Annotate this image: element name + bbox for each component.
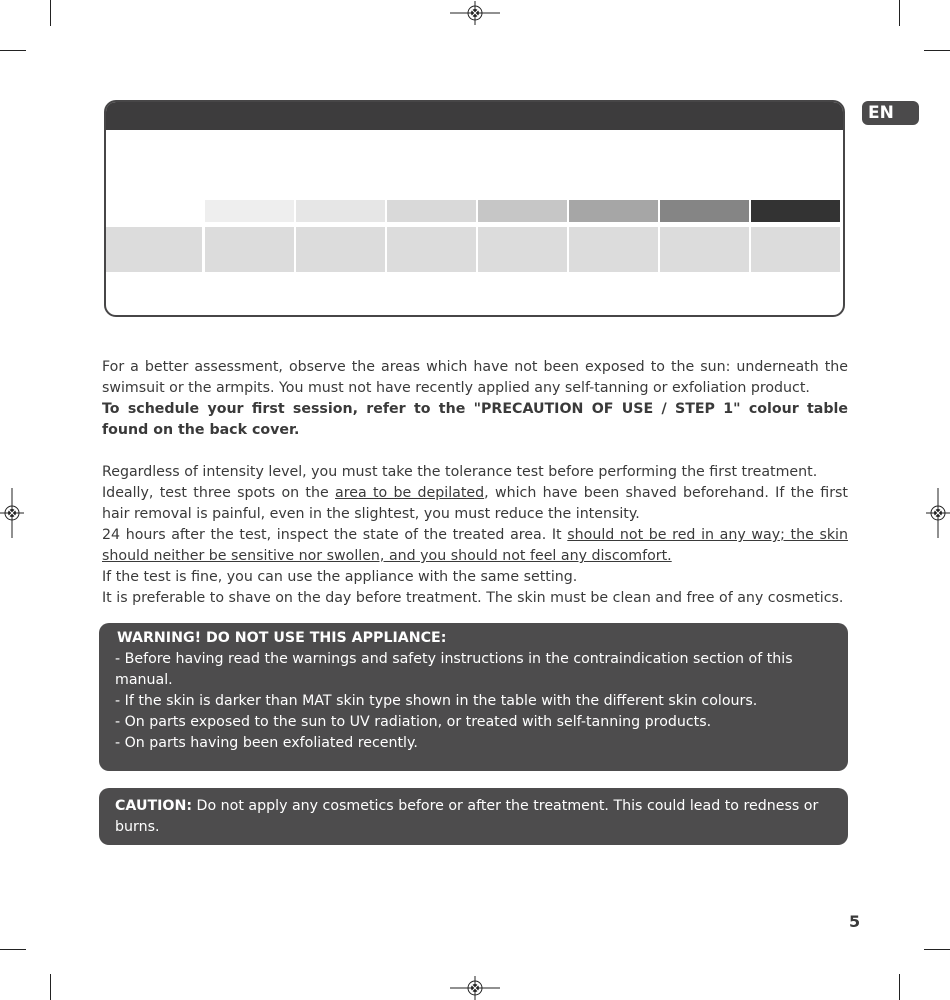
registration-mark-icon	[0, 488, 24, 538]
warning-item: - On parts exposed to the sun to UV radiation, or treated with self-tanning products.	[115, 714, 712, 730]
underlined-text: area to be depilated	[335, 485, 485, 501]
skin-swatch	[569, 200, 658, 222]
paragraph-shave	[102, 588, 848, 609]
caution-box	[99, 788, 848, 845]
warning-box	[99, 623, 848, 771]
paragraph-assessment	[102, 357, 848, 399]
table-cell	[296, 227, 385, 272]
crop-mark	[0, 949, 26, 950]
warning-title: WARNING! DO NOT USE THIS APPLIANCE:	[117, 630, 447, 646]
warning-item: - Before having read the warnings and safety instructions in the contraindication section of this manual.	[115, 651, 793, 688]
crop-mark	[0, 50, 26, 51]
paragraph-text: Regardless of intensity level, you must take the tolerance test before performing the first treatment.	[102, 464, 818, 480]
paragraph-text: For a better assessment, observe the areas which have not been exposed to the sun: underneath the swimsuit or the armpits. You must not have recently applied any self-tanning or exfoliation product.	[102, 359, 848, 396]
language-badge: EN	[862, 101, 919, 125]
skin-swatch	[660, 200, 749, 222]
table-cell	[478, 227, 567, 272]
warning-item: - If the skin is darker than MAT skin type shown in the table with the different skin colours.	[115, 693, 758, 709]
table-cell	[387, 227, 476, 272]
paragraph-tolerance-test	[102, 462, 848, 483]
caution-text: Do not apply any cosmetics before or after the treatment. This could lead to redness or burns.	[115, 798, 819, 835]
paragraph-text: If the test is fine, you can use the appliance with the same setting.	[102, 569, 578, 585]
registration-mark-icon	[926, 488, 950, 538]
paragraph-test-spots	[102, 483, 848, 525]
table-cell	[660, 227, 749, 272]
skin-swatch	[205, 200, 294, 222]
skin-swatch	[296, 200, 385, 222]
skin-swatch	[387, 200, 476, 222]
crop-mark	[924, 50, 950, 51]
table-header-bar	[106, 102, 843, 130]
crop-mark	[899, 0, 900, 26]
paragraph-text: 24 hours after the test, inspect the state of the treated area. It	[102, 527, 568, 543]
crop-mark	[899, 974, 900, 1000]
paragraph-test-fine	[102, 567, 848, 588]
table-cell	[751, 227, 840, 272]
paragraph-inspect	[102, 525, 848, 567]
table-row-label-cell	[106, 227, 202, 272]
crop-mark	[50, 974, 51, 1000]
paragraph-text: , which have been shaved beforehand. If the first hair removal is painful, even in the slightest, you must reduce the intensity.	[102, 485, 848, 522]
paragraph-schedule	[102, 399, 848, 441]
table-cell	[205, 227, 294, 272]
skin-colour-table	[104, 100, 845, 317]
underlined-text: should not be red in any way; the skin should neither be sensitive nor swollen, and you should not feel any discomfort.	[102, 527, 848, 564]
skin-swatch	[751, 200, 840, 222]
registration-mark-icon	[450, 976, 500, 1000]
paragraph-text: Ideally, test three spots on the	[102, 485, 336, 501]
skin-swatch	[478, 200, 567, 222]
page-number: 5	[849, 912, 861, 931]
caution-label: CAUTION:	[115, 798, 193, 814]
paragraph-text: To schedule your first session, refer to the "PRECAUTION OF USE / STEP 1" colour table found on the back cover.	[102, 401, 848, 438]
crop-mark	[924, 949, 950, 950]
table-cell	[569, 227, 658, 272]
registration-mark-icon	[450, 1, 500, 25]
warning-item: - On parts having been exfoliated recently.	[115, 735, 418, 751]
paragraph-text: It is preferable to shave on the day before treatment. The skin must be clean and free of any cosmetics.	[102, 590, 844, 606]
crop-mark	[50, 0, 51, 26]
